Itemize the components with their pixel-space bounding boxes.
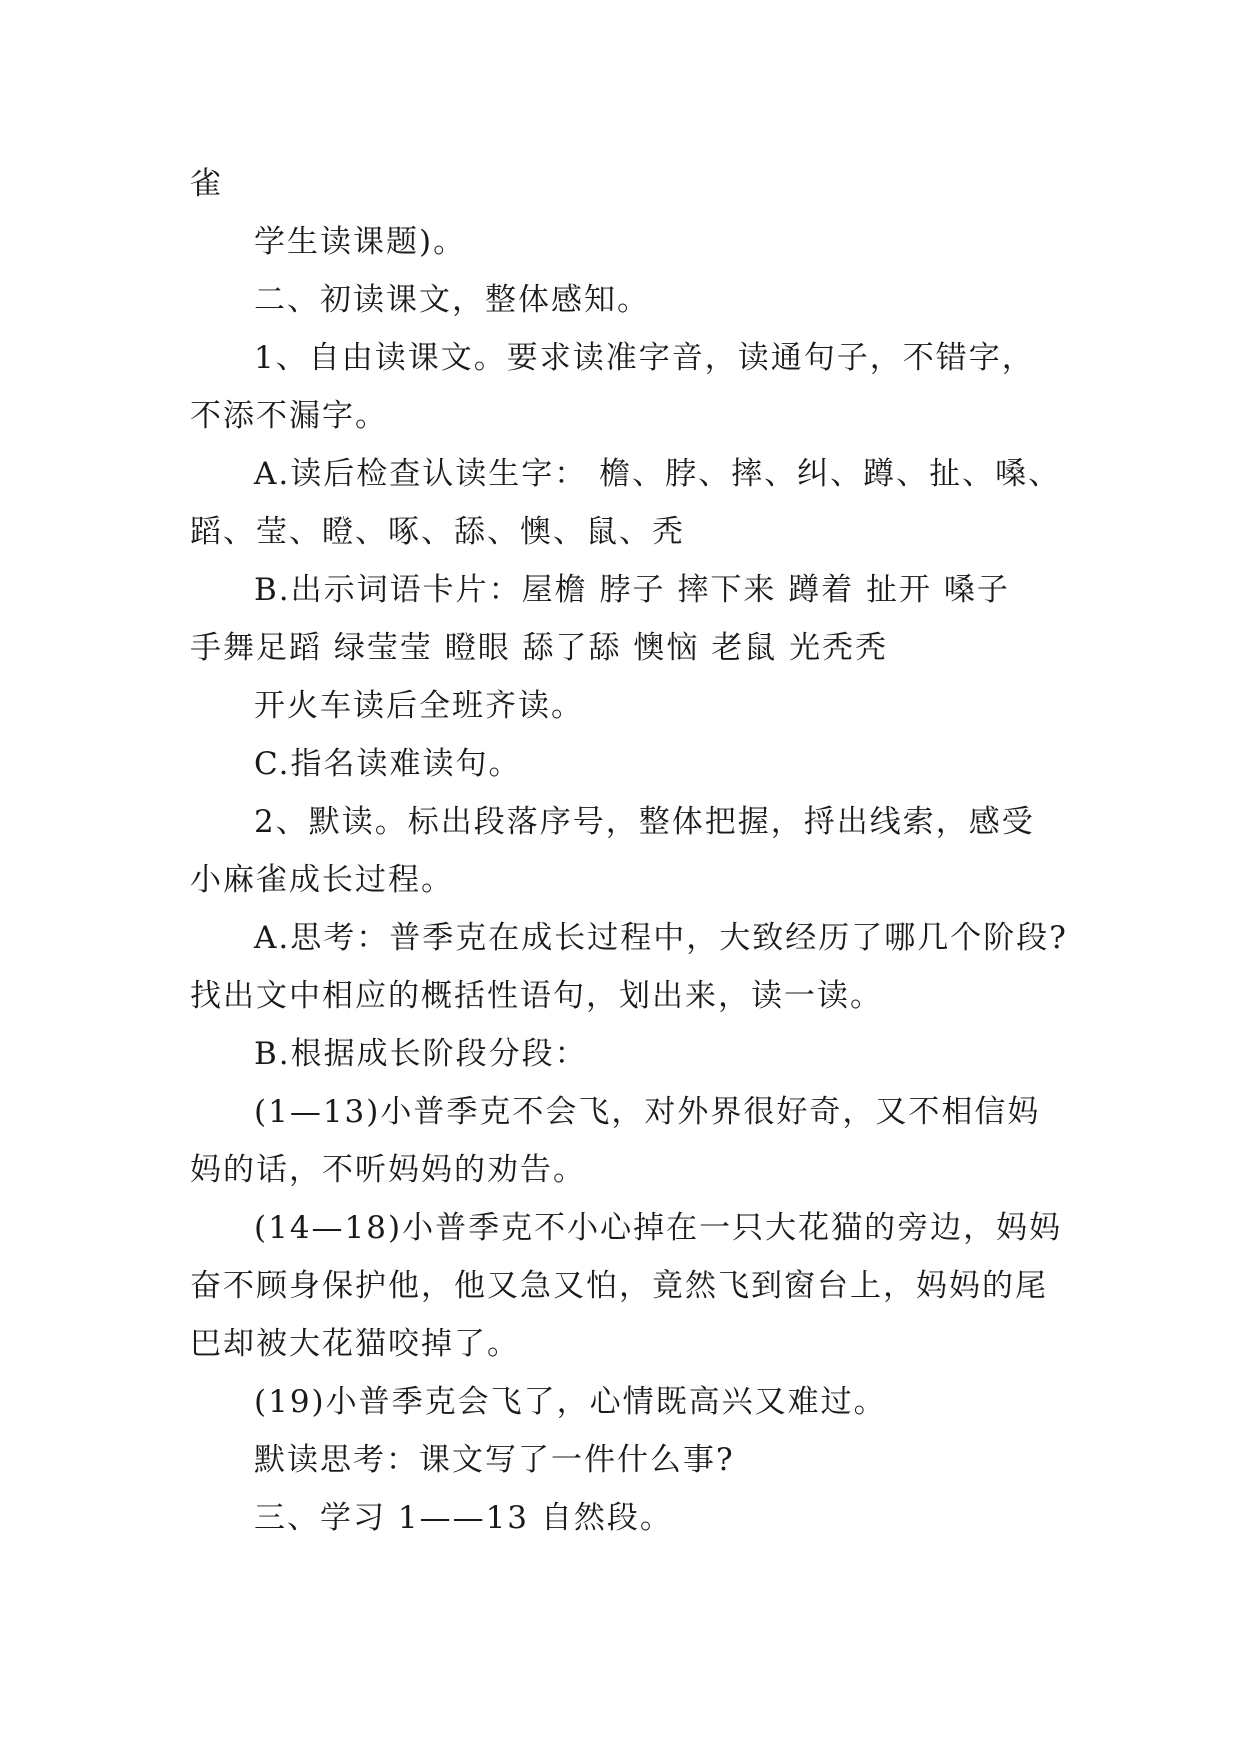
text-line: 奋不顾身保护他，他又急又怕，竟然飞到窗台上，妈妈的尾 [190, 1268, 1048, 1304]
text-line: 2、默读。标出段落序号，整体把握，捋出线索，感受 [254, 804, 1035, 840]
text-line: (14—18)小普季克不小心掉在一只大花猫的旁边，妈妈 [254, 1210, 1063, 1246]
text-line: B.根据成长阶段分段： [254, 1036, 588, 1072]
text-line: 学生读课题)。 [254, 224, 467, 260]
text-line: A.读后检查认读生字： 檐、脖、摔、纠、蹲、扯、嗓、 [254, 456, 1062, 492]
text-line: 默读思考：课文写了一件什么事? [254, 1442, 735, 1478]
text-line: 找出文中相应的概括性语句，划出来，读一读。 [190, 978, 883, 1014]
text-line: 雀 [190, 166, 223, 202]
text-line: 妈的话，不听妈妈的劝告。 [190, 1152, 586, 1188]
text-line: 小麻雀成长过程。 [190, 862, 454, 898]
section-heading: 三、学习 1——13 自然段。 [254, 1500, 673, 1536]
section-heading: 二、初读课文，整体感知。 [254, 282, 650, 318]
text-line: 蹈、莹、瞪、啄、舔、懊、鼠、秃 [190, 514, 685, 550]
text-line: C.指名读难读句。 [254, 746, 522, 782]
text-line: B.出示词语卡片：屋檐 脖子 摔下来 蹲着 扯开 嗓子 [254, 572, 1010, 608]
text-line: (19)小普季克会飞了，心情既高兴又难过。 [254, 1384, 887, 1420]
text-line: 手舞足蹈 绿莹莹 瞪眼 舔了舔 懊恼 老鼠 光秃秃 [190, 630, 889, 666]
text-line: (1—13)小普季克不会飞，对外界很好奇，又不相信妈 [254, 1094, 1041, 1130]
text-line: 不添不漏字。 [190, 398, 388, 434]
text-line: 1、自由读课文。要求读准字音，读通句子，不错字， [254, 340, 1035, 376]
document-body [190, 155, 1068, 1547]
text-line: A.思考：普季克在成长过程中，大致经历了哪几个阶段? [254, 920, 1068, 956]
text-line: 巴却被大花猫咬掉了。 [190, 1326, 520, 1362]
text-line: 开火车读后全班齐读。 [254, 688, 584, 724]
